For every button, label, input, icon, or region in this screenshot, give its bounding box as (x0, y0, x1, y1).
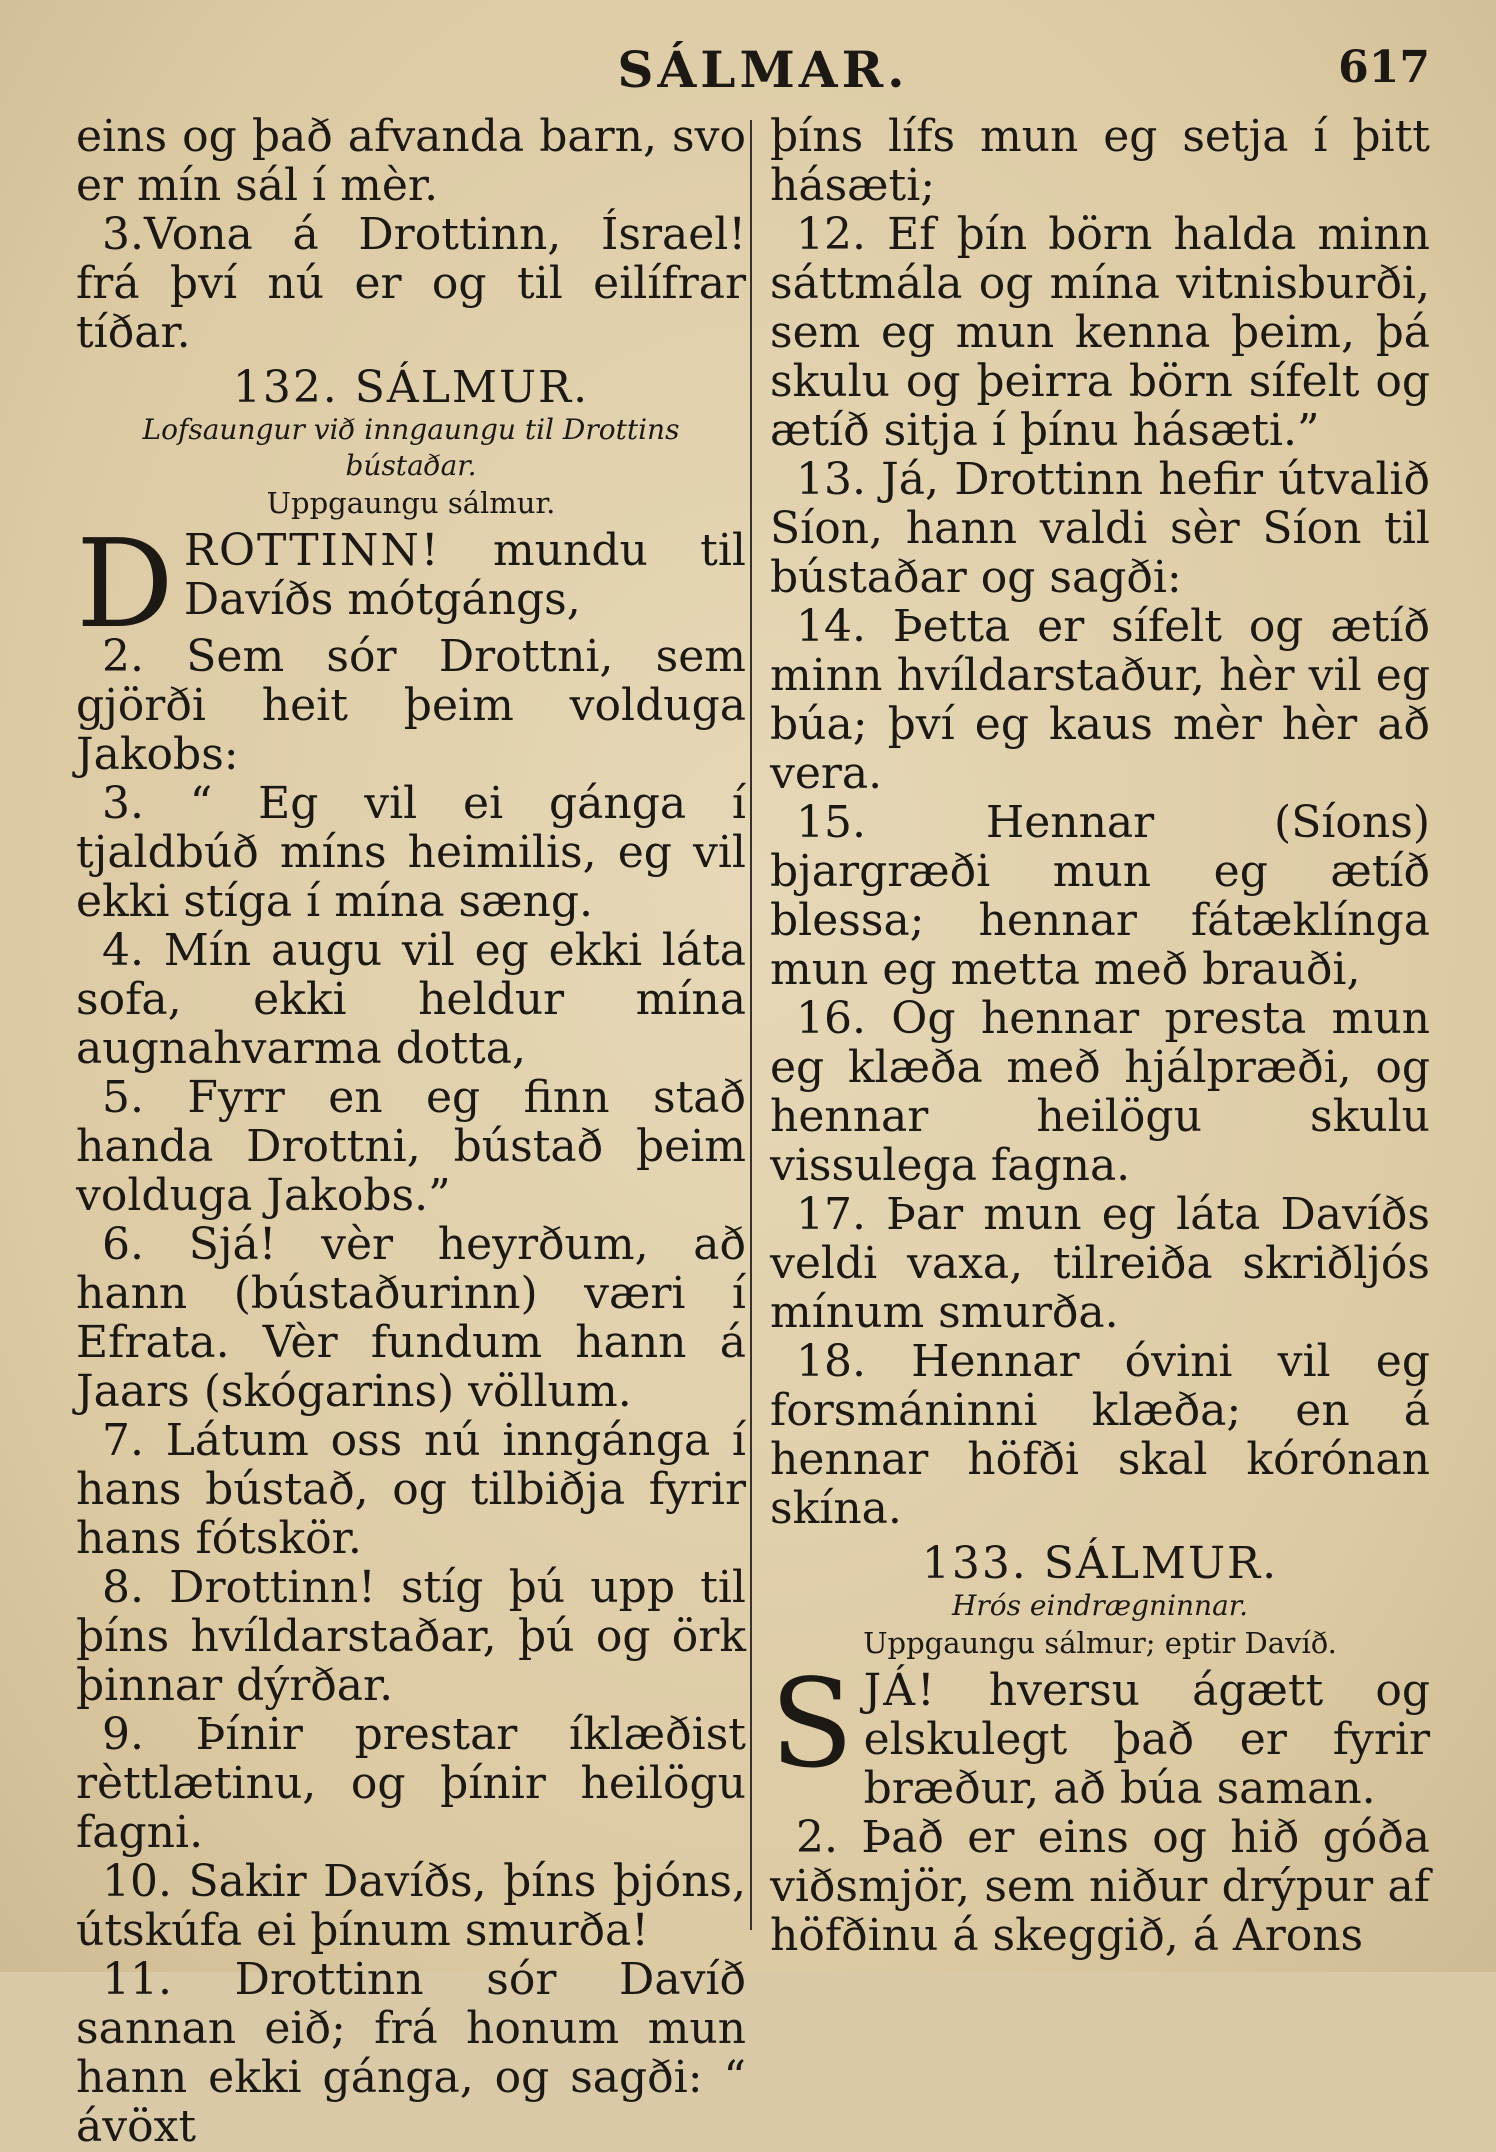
verse: 4. Mín augu vil eg ekki láta sofa, ekki heldur mína augnahvarma dotta, (76, 925, 746, 1074)
first-verse-text: mundu til Davíðs mótgángs, (183, 525, 746, 625)
psalm-subtitle-2: Uppgaungu sálmur; eptir Davíð. (863, 1626, 1337, 1660)
first-verse-text: hversu ágætt og elskulegt það er fyrir bræður, að búa saman. (863, 1665, 1430, 1814)
psalm-title: 132. SÁLMUR. (232, 362, 590, 413)
verse: 6. Sjá! vèr heyrðum, að hann (bústaðurinn) væri í Efrata. Vèr fundum hann á Jaars (skógarins) völlum. (76, 1219, 746, 1417)
psalm-subtitle: Lofsaungur við inngaungu til Drottins bústaðar. (142, 413, 680, 482)
paragraph: eins og það afvanda barn, svo er mín sál í mèr. (76, 111, 746, 211)
paragraph: þíns lífs mun eg setja í þitt hásæti; (770, 111, 1430, 211)
psalm-title: 133. SÁLMUR. (921, 1538, 1279, 1589)
psalm-first-verse (770, 1653, 1430, 1814)
verse: 2. Það er eins og hið góða viðsmjör, sem niður drýpur af höfðinu á skeggið, á Arons (770, 1812, 1430, 1961)
verse: 3. “ Eg vil ei gánga í tjaldbúð míns heimilis, eg vil ekki stíga í mína sæng. (76, 778, 746, 927)
left-column (76, 112, 746, 2151)
psalm-subtitle-2: Uppgaungu sálmur. (266, 486, 556, 520)
verse: 13. Já, Drottinn hefir útvalið Síon, hann valdi sèr Síon til bústaðar og sagði: (770, 454, 1430, 603)
verse: 17. Þar mun eg láta Davíðs veldi vaxa, tilreiða skriðljós mínum smurða. (770, 1189, 1430, 1338)
first-word: ROTTINN! (183, 525, 441, 576)
running-head: SÁLMAR. (617, 40, 909, 99)
verse: 2. Sem sór Drottni, sem gjörði heit þeim volduga Jakobs: (76, 631, 746, 780)
verse: 14. Þetta er sífelt og ætíð minn hvíldarstaður, hèr vil eg búa; því eg kaus mèr hèr að vera. (770, 601, 1430, 799)
verse: 16. Og hennar presta mun eg klæða með hjálpræði, og hennar heilögu skulu vissulega fagna. (770, 993, 1430, 1191)
verse: 12. Ef þín börn halda minn sáttmála og mína vitnisburði, sem eg mun kenna þeim, þá skulu og þeirra börn sífelt og ætíð sitja í þínu hásæti.” (770, 209, 1430, 456)
right-column (770, 112, 1430, 1960)
psalm-first-verse (76, 513, 746, 655)
verse: 8. Drottinn! stíg þú upp til þíns hvíldarstaðar, þú og örk þinnar dýrðar. (76, 1562, 746, 1711)
verse: 18. Hennar óvini vil eg forsmáninni klæða; en á hennar höfði skal kórónan skína. (770, 1336, 1430, 1534)
verse: 9. Þínir prestar íklæðist rèttlætinu, og þínir heilögu fagni. (76, 1709, 746, 1858)
column-divider (750, 120, 752, 1930)
drop-cap: D (76, 513, 174, 655)
page-header (0, 40, 1496, 110)
verse: 5. Fyrr en eg finn stað handa Drottni, bústað þeim volduga Jakobs.” (76, 1072, 746, 1221)
verse: 3.Vona á Drottinn, Ísrael! frá því nú er og til eilífrar tíðar. (76, 209, 746, 358)
verse: 15. Hennar (Síons) bjargræði mun eg ætíð blessa; hennar fátæklínga mun eg metta með brauði, (770, 797, 1430, 995)
verse: 7. Látum oss nú inngánga í hans bústað, og tilbiðja fyrir hans fótskör. (76, 1415, 746, 1564)
drop-cap: S (770, 1653, 854, 1795)
verse: 10. Sakir Davíðs, þíns þjóns, útskúfa ei þínum smurða! (76, 1856, 746, 1956)
page-number: 617 (1338, 42, 1430, 93)
verse: 11. Drottinn sór Davíð sannan eið; frá honum mun hann ekki gánga, og sagði: “ ávöxt (76, 1954, 746, 2152)
first-word: JÁ! (863, 1665, 937, 1716)
psalm-subtitle: Hrós eindrægninnar. (952, 1589, 1248, 1622)
